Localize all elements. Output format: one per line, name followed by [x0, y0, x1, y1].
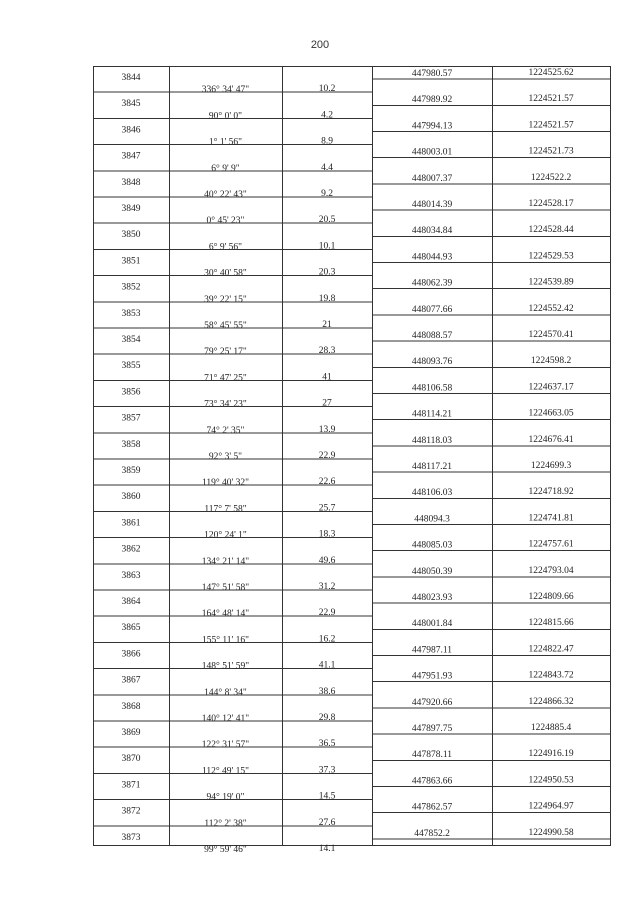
x-coordinate-cell: 447989.92: [411, 95, 453, 106]
distance-cell: 22.9: [318, 608, 336, 619]
x-coordinate-cell: 447878.11: [411, 750, 453, 761]
x-coordinate-cell: 448062.39: [411, 278, 453, 289]
survey-coordinates-table: [93, 66, 610, 855]
x-coordinate-cell: 448003.01: [411, 147, 453, 158]
distance-cell: 4.4: [321, 162, 333, 173]
x-coordinate-cell: 448014.39: [411, 200, 453, 210]
x-coordinate-cell: 448093.76: [411, 357, 453, 368]
y-coordinate-cell: 1224528.44: [528, 225, 574, 236]
x-coordinate-cell: 448094.3: [414, 514, 450, 525]
distance-cell: 19.8: [318, 293, 336, 304]
distance-cell: 4.2: [321, 110, 333, 121]
y-coordinate-cell: 1224885.4: [530, 723, 572, 733]
distance-cell: 22.6: [318, 477, 336, 488]
x-coordinate-cell: 447897.75: [411, 724, 453, 734]
distance-cell: 27.6: [318, 817, 336, 828]
y-coordinate-cell: 1224522.2: [530, 172, 572, 183]
x-coordinate-cell: 448077.66: [411, 304, 453, 315]
x-coordinate-cell: 447862.57: [411, 802, 453, 813]
distance-cell: 31.2: [318, 582, 336, 592]
y-coordinate-cell: 1224528.17: [528, 199, 574, 209]
point-number-cell: 3871: [121, 780, 141, 791]
distance-cell: 20.3: [318, 267, 336, 278]
angle-cell: 144° 8' 34": [204, 687, 247, 698]
x-coordinate-cell: 448114.21: [411, 409, 453, 420]
y-coordinate-cell: 1224815.66: [528, 618, 574, 629]
x-coordinate-cell: 448085.03: [411, 540, 453, 551]
x-coordinate-cell: 448023.93: [411, 593, 453, 603]
y-coordinate-cell: 1224529.53: [528, 251, 574, 262]
point-number-cell: 3868: [121, 701, 141, 712]
point-number-cell: 3847: [121, 151, 141, 162]
angle-cell: 94° 19' 0": [206, 792, 245, 803]
distance-cell: 9.2: [321, 189, 333, 199]
distance-cell: 10.1: [318, 241, 336, 252]
y-coordinate-cell: 1224676.41: [528, 434, 574, 445]
angle-cell: 79° 25' 17": [204, 347, 247, 358]
angle-cell: 336° 34' 47": [201, 85, 250, 96]
y-coordinate-cell: 1224570.41: [528, 330, 574, 340]
y-coordinate-cell: 1224950.53: [528, 775, 574, 786]
y-coordinate-cell: 1224964.97: [528, 801, 574, 812]
angle-cell: 122° 31' 57": [201, 740, 250, 751]
distance-cell: 41: [322, 372, 332, 383]
distance-cell: 22.9: [318, 451, 336, 461]
point-number-cell: 3846: [121, 125, 141, 136]
point-number-cell: 3848: [121, 177, 141, 188]
distance-cell: 18.3: [318, 529, 336, 540]
angle-cell: 148° 51' 59": [201, 661, 250, 672]
y-coordinate-cell: 1224699.3: [530, 461, 572, 471]
angle-cell: 140° 12' 41": [201, 714, 250, 724]
y-coordinate-cell: 1224793.04: [528, 565, 574, 576]
angle-cell: 99° 59' 46": [204, 845, 247, 855]
point-number-cell: 3854: [121, 335, 141, 345]
y-coordinate-cell: 1224637.17: [528, 382, 574, 393]
x-coordinate-cell: 448088.57: [411, 331, 453, 341]
y-coordinate-cell: 1224757.61: [528, 539, 574, 550]
distance-cell: 38.6: [318, 686, 336, 697]
point-number-cell: 3857: [121, 413, 141, 424]
point-number-cell: 3865: [121, 623, 141, 634]
angle-cell: 0° 45' 23": [206, 216, 245, 227]
point-number-cell: 3872: [121, 806, 141, 817]
page-number: 200: [310, 39, 330, 51]
y-coordinate-cell: 1224598.2: [530, 356, 572, 367]
y-coordinate-cell: 1224916.19: [528, 749, 574, 760]
point-number-cell: 3851: [121, 256, 141, 267]
angle-cell: 155° 11' 16": [201, 635, 250, 646]
angle-cell: 90° 0' 0": [208, 111, 243, 122]
distance-cell: 16.2: [318, 634, 336, 645]
distance-cell: 14.5: [318, 791, 336, 802]
point-number-cell: 3869: [121, 728, 141, 738]
y-coordinate-cell: 1224552.42: [528, 303, 574, 314]
x-coordinate-cell: 448034.84: [411, 226, 453, 237]
x-coordinate-cell: 447987.11: [411, 645, 453, 656]
angle-cell: 147° 51' 58": [201, 583, 250, 593]
point-number-cell: 3849: [121, 204, 141, 214]
distance-cell: 49.6: [318, 555, 336, 566]
distance-cell: 36.5: [318, 739, 336, 750]
y-coordinate-cell: 1224539.89: [528, 277, 574, 288]
x-coordinate-cell: 448118.03: [411, 435, 453, 446]
distance-cell: 37.3: [318, 765, 336, 776]
point-number-cell: 3866: [121, 649, 141, 660]
x-coordinate-cell: 448007.37: [411, 173, 453, 184]
x-coordinate-cell: 447980.57: [411, 69, 453, 79]
point-number-cell: 3861: [121, 518, 141, 529]
point-number-cell: 3862: [121, 544, 141, 555]
y-coordinate-cell: 1224521.57: [528, 94, 574, 105]
point-number-cell: 3845: [121, 99, 141, 110]
x-coordinate-cell: 447920.66: [411, 697, 453, 708]
y-coordinate-cell: 1224866.32: [528, 696, 574, 707]
point-number-cell: 3852: [121, 282, 141, 293]
distance-cell: 41.1: [318, 660, 336, 671]
distance-cell: 29.8: [318, 713, 336, 723]
x-coordinate-cell: 448044.93: [411, 252, 453, 263]
x-coordinate-cell: 448106.58: [411, 383, 453, 394]
angle-cell: 30° 40' 58": [204, 268, 247, 279]
distance-cell: 27: [322, 398, 332, 409]
point-number-cell: 3864: [121, 597, 141, 607]
angle-cell: 112° 49' 15": [201, 766, 250, 777]
angle-cell: 112° 2' 38": [204, 818, 247, 829]
x-coordinate-cell: 447994.13: [411, 121, 453, 132]
x-coordinate-cell: 448050.39: [411, 566, 453, 577]
x-coordinate-cell: 447863.66: [411, 776, 453, 787]
point-number-cell: 3856: [121, 387, 141, 398]
y-coordinate-cell: 1224663.05: [528, 408, 574, 419]
y-coordinate-cell: 1224843.72: [528, 670, 574, 681]
distance-cell: 8.9: [321, 136, 333, 147]
y-coordinate-cell: 1224718.92: [528, 487, 574, 498]
distance-cell: 10.2: [318, 84, 336, 95]
distance-cell: 21: [322, 320, 332, 330]
point-number-cell: 3855: [121, 361, 141, 372]
point-number-cell: 3850: [121, 230, 141, 241]
point-number-cell: 3863: [121, 570, 141, 581]
angle-cell: 6° 9' 56": [208, 242, 243, 253]
distance-cell: 13.9: [318, 424, 336, 435]
angle-cell: 40° 22' 43": [204, 190, 247, 200]
point-number-cell: 3859: [121, 466, 141, 476]
angle-cell: 73° 34' 23": [204, 399, 247, 410]
angle-cell: 92° 3' 5": [208, 452, 243, 462]
y-coordinate-cell: 1224521.57: [528, 120, 574, 131]
distance-cell: 28.3: [318, 346, 336, 357]
y-coordinate-cell: 1224809.66: [528, 592, 574, 602]
angle-cell: 74° 2' 35": [206, 425, 245, 436]
angle-cell: 39° 22' 15": [204, 294, 247, 305]
x-coordinate-cell: 448106.03: [411, 488, 453, 499]
x-coordinate-cell: 447951.93: [411, 671, 453, 682]
point-number-cell: 3853: [121, 308, 141, 319]
y-coordinate-cell: 1224521.73: [528, 146, 574, 157]
y-coordinate-cell: 1224990.58: [528, 827, 574, 838]
angle-cell: 6° 9' 9": [211, 163, 240, 174]
distance-cell: 25.7: [318, 503, 336, 514]
y-coordinate-cell: 1224525.62: [528, 68, 574, 78]
point-number-cell: 3860: [121, 492, 141, 503]
point-number-cell: 3858: [121, 439, 141, 450]
distance-cell: 20.5: [318, 215, 336, 226]
point-number-cell: 3873: [121, 832, 141, 843]
angle-cell: 58° 45' 55": [204, 321, 247, 331]
angle-cell: 119° 40' 32": [201, 478, 250, 489]
point-number-cell: 3870: [121, 754, 141, 765]
angle-cell: 117° 7' 58": [204, 504, 247, 515]
point-number-cell: 3844: [121, 73, 141, 83]
y-coordinate-cell: 1224822.47: [528, 644, 574, 655]
angle-cell: 134° 21' 14": [201, 556, 250, 567]
angle-cell: 71° 47' 25": [204, 373, 247, 384]
point-number-cell: 3867: [121, 675, 141, 686]
x-coordinate-cell: 447852.2: [414, 828, 450, 839]
distance-cell: 14.1: [318, 844, 336, 854]
angle-cell: 1° 1' 56": [208, 137, 243, 148]
x-coordinate-cell: 448001.84: [411, 619, 453, 630]
angle-cell: 164° 48' 14": [201, 609, 250, 620]
y-coordinate-cell: 1224741.81: [528, 513, 574, 524]
x-coordinate-cell: 448117.21: [411, 462, 453, 472]
angle-cell: 120° 24' 1": [204, 530, 247, 541]
